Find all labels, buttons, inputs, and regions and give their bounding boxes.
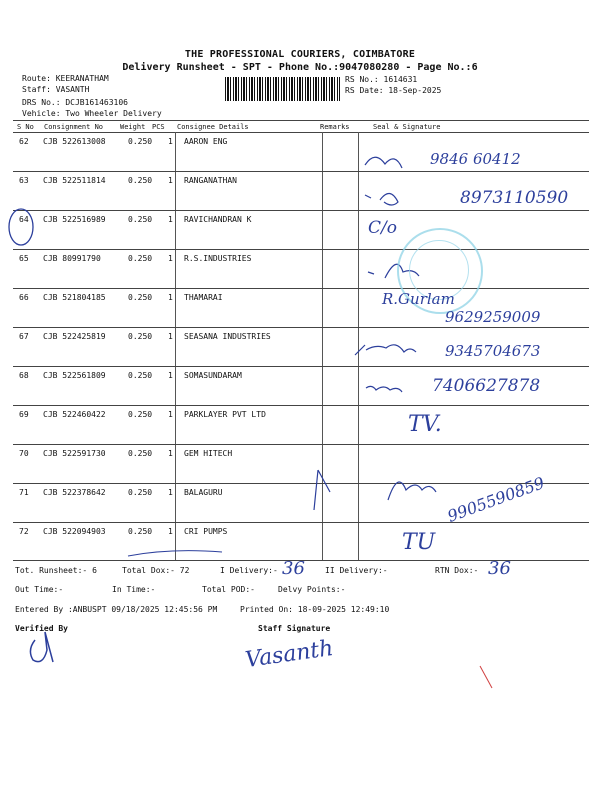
runsheet-title: Delivery Runsheet - SPT - Phone No.:9047080280 - Page No.:6 xyxy=(122,62,478,73)
row-consignee: AARON ENG xyxy=(184,137,228,146)
verified-signature xyxy=(30,632,53,662)
row-weight: 0.250 xyxy=(128,488,153,497)
row-pcs: 1 xyxy=(168,449,173,458)
rs-date: RS Date: 18-Sep-2025 xyxy=(345,86,442,95)
signature-63 xyxy=(365,193,398,205)
hw-phone-63: 8973110590 xyxy=(460,188,569,208)
staff-label: Staff: VASANTH xyxy=(22,85,90,94)
row-sno: 65 xyxy=(19,254,29,263)
row-consignment: CJB 80991790 xyxy=(43,254,101,263)
row-weight: 0.250 xyxy=(128,254,153,263)
row-consignee: GEM HITECH xyxy=(184,449,233,458)
col-header-sno: S No xyxy=(17,123,34,131)
row-sno: 69 xyxy=(19,410,29,419)
route-label: Route: KEERANATHAM xyxy=(22,74,109,83)
row-pcs: 1 xyxy=(168,410,173,419)
row-consignee: RAVICHANDRAN K xyxy=(184,215,252,224)
row-weight: 0.250 xyxy=(128,176,153,185)
row-sno: 72 xyxy=(19,527,29,536)
row-consignee: PARKLAYER PVT LTD xyxy=(184,410,266,419)
row-weight: 0.250 xyxy=(128,137,153,146)
row-pcs: 1 xyxy=(168,176,173,185)
row-sno: 68 xyxy=(19,371,29,380)
signature-67 xyxy=(355,345,416,355)
hw-phone-67: 9345704673 xyxy=(445,342,541,360)
i-delivery-label: I Delivery:- xyxy=(220,566,278,575)
row-sno: 63 xyxy=(19,176,29,185)
hw-name-66: R.Gurlam xyxy=(382,290,455,308)
row-consignment: CJB 522425819 xyxy=(43,332,106,341)
row-consignee: THAMARAI xyxy=(184,293,223,302)
col-header-seal: Seal & Signature xyxy=(373,123,441,131)
signature-68 xyxy=(366,386,402,392)
row-pcs: 1 xyxy=(168,332,173,341)
rtn-dox-value: 36 xyxy=(488,558,511,579)
col-header-pcs: PCS xyxy=(152,123,165,131)
row-consignment: CJB 522516989 xyxy=(43,215,106,224)
row-weight: 0.250 xyxy=(128,332,153,341)
row-consignee: R.S.INDUSTRIES xyxy=(184,254,252,263)
row-consignment: CJB 522561809 xyxy=(43,371,106,380)
row-weight: 0.250 xyxy=(128,215,153,224)
row-pcs: 1 xyxy=(168,488,173,497)
row-pcs: 1 xyxy=(168,293,173,302)
printed-on: Printed On: 18-09-2025 12:49:10 xyxy=(240,605,390,614)
row-consignment: CJB 522511814 xyxy=(43,176,106,185)
signature-62 xyxy=(365,157,402,168)
col-header-weight: Weight xyxy=(120,123,146,131)
hw-note-69: TV. xyxy=(408,412,442,437)
total-dox: Total Dox:- 72 xyxy=(122,566,190,575)
total-pod: Total POD:- xyxy=(202,585,255,594)
staff-signature-label: Staff Signature xyxy=(258,624,331,633)
row-pcs: 1 xyxy=(168,527,173,536)
row-consignment: CJB 521804185 xyxy=(43,293,106,302)
signature-71 xyxy=(388,482,436,500)
col-header-remarks: Remarks xyxy=(320,123,350,131)
row-weight: 0.250 xyxy=(128,410,153,419)
row-consignment: CJB 522460422 xyxy=(43,410,106,419)
i-delivery-value: 36 xyxy=(282,558,305,579)
hw-phone-66: 9629259009 xyxy=(445,308,541,326)
row-consignment: CJB 522094903 xyxy=(43,527,106,536)
in-time: In Time:- xyxy=(112,585,156,594)
circle-mark xyxy=(9,209,33,245)
remark-mark xyxy=(314,470,330,510)
drs-number: DRS No.: DCJB161463106 xyxy=(22,98,128,107)
stray-stroke xyxy=(128,551,222,556)
row-sno: 66 xyxy=(19,293,29,302)
tot-runsheet: Tot. Runsheet:- 6 xyxy=(15,566,97,575)
row-consignee: CRI PUMPS xyxy=(184,527,228,536)
row-consignment: CJB 522591730 xyxy=(43,449,106,458)
ii-delivery-label: II Delivery:- xyxy=(325,566,388,575)
row-consignee: SOMASUNDARAM xyxy=(184,371,242,380)
row-consignee: SEASANA INDUSTRIES xyxy=(184,332,271,341)
row-pcs: 1 xyxy=(168,215,173,224)
entered-by: Entered By :ANBUSPT 09/18/2025 12:45:56 PM xyxy=(15,605,218,614)
hw-phone-68: 7406627878 xyxy=(432,376,541,396)
row-consignment: CJB 522613008 xyxy=(43,137,106,146)
hw-phone-71: 9905590859 xyxy=(444,473,547,526)
out-time: Out Time:- xyxy=(15,585,64,594)
hw-note-64: C/o xyxy=(368,218,397,238)
delvy-points: Delvy Points:- xyxy=(278,585,346,594)
row-sno: 64 xyxy=(19,215,29,224)
col-header-consignee: Consignee Details xyxy=(177,123,249,131)
row-consignee: RANGANATHAN xyxy=(184,176,237,185)
company-title: THE PROFESSIONAL COURIERS, COIMBATORE xyxy=(184,49,416,60)
row-pcs: 1 xyxy=(168,371,173,380)
row-weight: 0.250 xyxy=(128,527,153,536)
row-sno: 67 xyxy=(19,332,29,341)
hw-note-72: TU xyxy=(402,530,436,555)
row-pcs: 1 xyxy=(168,137,173,146)
staff-signature-hw: Vasanth xyxy=(243,635,335,674)
row-sno: 62 xyxy=(19,137,29,146)
red-mark xyxy=(480,666,492,688)
verified-by-label: Verified By xyxy=(15,624,68,633)
rtn-dox-label: RTN Dox:- xyxy=(435,566,479,575)
vehicle-label: Vehicle: Two Wheeler Delivery xyxy=(22,109,162,118)
row-consignee: BALAGURU xyxy=(184,488,223,497)
row-weight: 0.250 xyxy=(128,449,153,458)
row-weight: 0.250 xyxy=(128,293,153,302)
hw-phone-62: 9846 60412 xyxy=(430,150,521,168)
rs-number: RS No.: 1614631 xyxy=(345,75,418,84)
row-weight: 0.250 xyxy=(128,371,153,380)
row-consignment: CJB 522378642 xyxy=(43,488,106,497)
row-pcs: 1 xyxy=(168,254,173,263)
row-sno: 70 xyxy=(19,449,29,458)
col-header-consignment: Consignment No xyxy=(44,123,104,131)
row-sno: 71 xyxy=(19,488,29,497)
